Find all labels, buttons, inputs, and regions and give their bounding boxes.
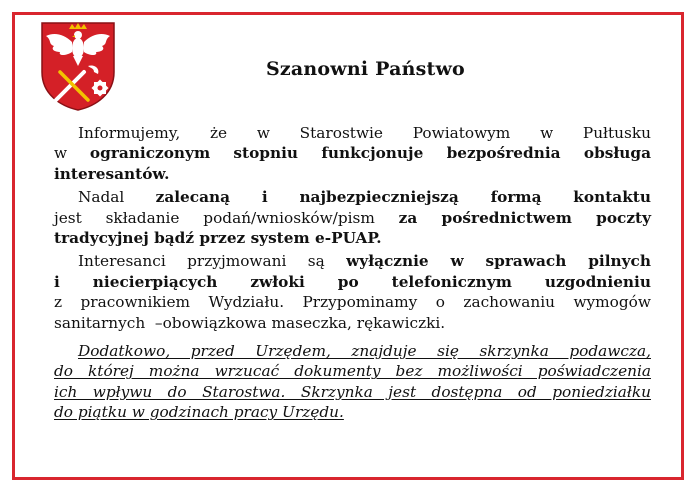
announcement-body [54,123,651,426]
text-line: z pracownikiem Wydziału. Przypominamy o zachowaniu wymogów [54,293,651,312]
text-line: Interesanci przyjmowani są wyłącznie w sprawach pilnych [78,252,651,271]
text-line: do piątku w godzinach pracy Urzędu. [54,403,344,422]
text-line: jest składanie podań/wniosków/pism za pośrednictwem poczty [54,208,652,227]
paragraph-contact [54,187,651,248]
text-line: interesantów. [54,164,170,183]
page-title: Szanowni Państwo [266,58,465,80]
text-line: w ograniczonym stopniu funkcjonuje bezpośrednia obsługa [54,144,651,163]
paragraph-mailbox-note [54,341,651,423]
text-line: do której można wrzucać dokumenty bez możliwości poświadczenia [54,362,651,381]
text-line: Dodatkowo, przed Urzędem, znajduje się skrzynka podawcza, [78,342,651,361]
text-line: tradycyjnej bądź przez system e-PUAP. [54,229,382,248]
text-line: sanitarnych –obowiązkowa maseczka, rękawiczki. [54,313,446,332]
paragraph-office-hours [54,123,651,184]
coat-of-arms-logo [38,20,118,112]
text-line: ich wpływu do Starostwa. Skrzynka jest dostępna od poniedziałku [54,382,651,401]
text-line: i niecierpiących zwłoki po telefonicznym uzgodnieniu [54,272,651,291]
text-line: Nadal zalecaną i najbezpieczniejszą formą kontaktu [78,188,651,207]
text-line: Informujemy, że w Starostwie Powiatowym w Pułtusku [78,124,651,142]
paragraph-visitors [54,251,651,333]
